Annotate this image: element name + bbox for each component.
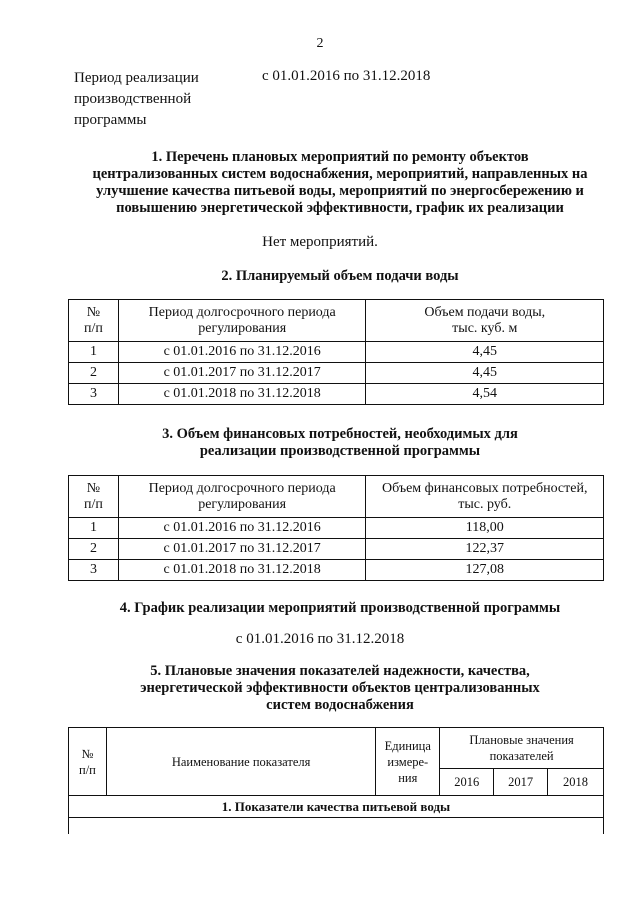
table-row (69, 818, 604, 834)
header-cell: Период долгосрочного периода регулирования (118, 476, 366, 518)
header-cell: Объем финансовых потребностей, тыс. руб. (366, 476, 604, 518)
row-number: 3 (69, 384, 119, 405)
section1-title-line: повышению энергетической эффективности, график их реализации (116, 200, 564, 216)
page-number: 2 (316, 36, 324, 51)
header-name: Наименование показателя (106, 728, 375, 796)
period-label (74, 68, 234, 131)
section3-title (60, 426, 620, 460)
row-value: 4,54 (366, 384, 604, 405)
section4-title: 4. График реализации мероприятий производственной программы (119, 600, 561, 616)
section1-note: Нет мероприятий. (262, 234, 378, 250)
row-period: с 01.01.2017 по 31.12.2017 (118, 539, 366, 560)
section5-title (60, 663, 620, 714)
row-value: 122,37 (366, 539, 604, 560)
row-value: 4,45 (366, 342, 604, 363)
header-cell: № п/п (69, 300, 119, 342)
section2-title: 2. Планируемый объем подачи воды (221, 268, 459, 284)
section3-title-line: реализации производственной программы (199, 443, 481, 459)
row-period: с 01.01.2018 по 31.12.2018 (118, 560, 366, 581)
row-number: 3 (69, 560, 119, 581)
row-number: 2 (69, 363, 119, 384)
table-header-row (69, 728, 604, 769)
section1-title (60, 149, 620, 217)
header-year: 2018 (548, 769, 604, 796)
row-period: с 01.01.2017 по 31.12.2017 (118, 363, 366, 384)
section1-title-line: 1. Перечень плановых мероприятий по ремонту объектов (151, 149, 529, 165)
header-cell: Период долгосрочного периода регулирования (118, 300, 366, 342)
row-period: с 01.01.2016 по 31.12.2016 (118, 342, 366, 363)
header-planned: Плановые значения показателей (440, 728, 604, 769)
header-cell: № п/п (69, 476, 119, 518)
period-label-line: программы (74, 112, 147, 128)
period-label-line: Период реализации (74, 70, 199, 86)
section1-title-line: централизованных систем водоснабжения, мероприятий, направленных на (92, 166, 588, 182)
indicators-table (68, 727, 604, 834)
row-value: 127,08 (366, 560, 604, 581)
section3-title-line: 3. Объем финансовых потребностей, необходимых для (162, 426, 518, 442)
table-header-row (69, 476, 604, 518)
period-value: с 01.01.2016 по 31.12.2018 (262, 68, 431, 84)
header-cell: Объем подачи воды, тыс. куб. м (366, 300, 604, 342)
subheading: 1. Показатели качества питьевой воды (69, 796, 604, 818)
period-label-line: производственной (74, 91, 192, 107)
table-row (69, 518, 604, 539)
table-subheading-row (69, 796, 604, 818)
row-period: с 01.01.2016 по 31.12.2016 (118, 518, 366, 539)
section1-title-line: улучшение качества питьевой воды, мероприятий по энергосбережению и (96, 183, 584, 199)
section5-title-line: 5. Плановые значения показателей надежности, качества, (150, 663, 530, 679)
table-row (69, 342, 604, 363)
section4-value: с 01.01.2016 по 31.12.2018 (235, 631, 405, 647)
section5-title-line: систем водоснабжения (266, 697, 414, 713)
table-header-row (69, 300, 604, 342)
header-num: № п/п (69, 728, 107, 796)
header-unit: Единица измере- ния (376, 728, 440, 796)
empty-row (69, 818, 604, 834)
row-value: 118,00 (366, 518, 604, 539)
section5-title-line: энергетической эффективности объектов централизованных (140, 680, 540, 696)
header-year: 2016 (440, 769, 494, 796)
header-year: 2017 (494, 769, 548, 796)
water-supply-table (68, 299, 604, 405)
table-row (69, 539, 604, 560)
table-row (69, 363, 604, 384)
finance-table (68, 475, 604, 581)
row-number: 1 (69, 518, 119, 539)
row-number: 1 (69, 342, 119, 363)
row-number: 2 (69, 539, 119, 560)
row-value: 4,45 (366, 363, 604, 384)
table-row (69, 384, 604, 405)
row-period: с 01.01.2018 по 31.12.2018 (118, 384, 366, 405)
table-row (69, 560, 604, 581)
